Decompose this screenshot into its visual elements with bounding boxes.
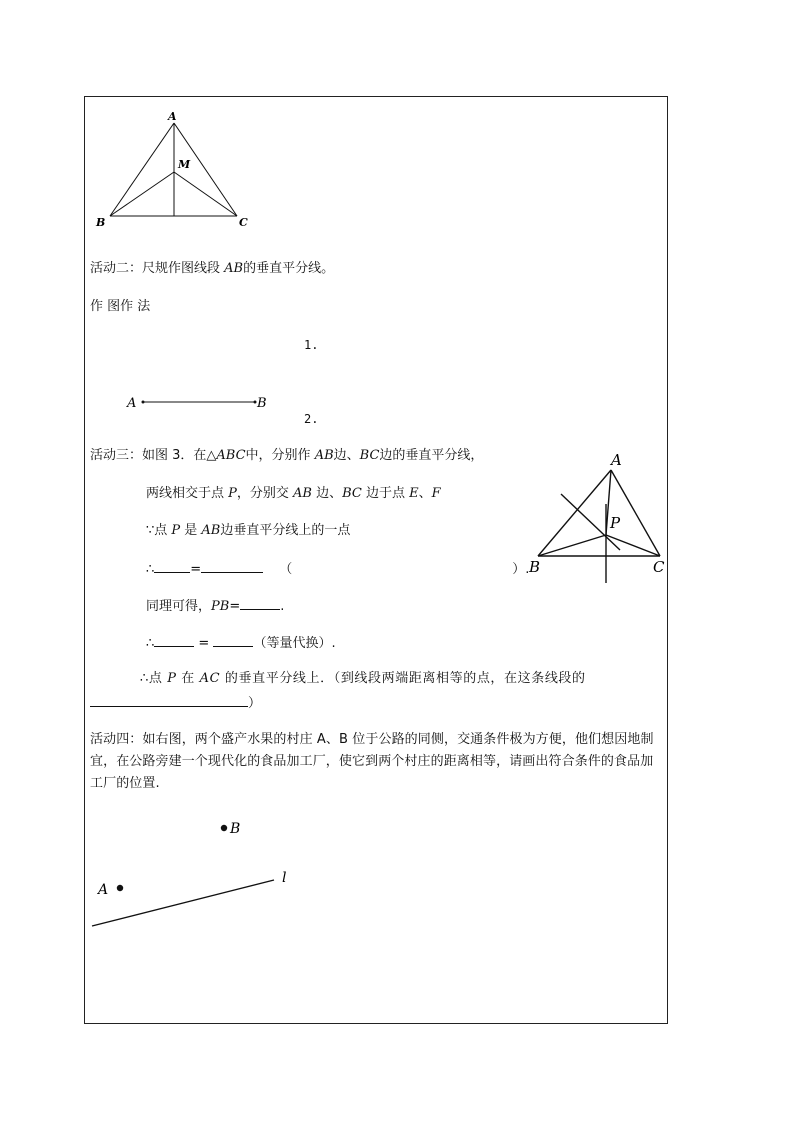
label-b: B	[230, 821, 241, 837]
activity3-line3: ∵点 P 是 AB边垂直平分线上的一点	[146, 523, 351, 538]
label-m: M	[178, 158, 191, 171]
answer-blank[interactable]	[213, 634, 253, 647]
answer-blank[interactable]	[154, 560, 190, 573]
figure-villages-road	[90, 814, 310, 934]
figure-triangle-abm	[94, 108, 264, 233]
answer-blank[interactable]	[201, 560, 263, 573]
activity2-step-2: 2.	[304, 412, 319, 426]
answer-blank[interactable]	[240, 597, 280, 610]
activity3-line2: 两线相交于点 P，分别交 AB 边、BC 边于点 E、F	[146, 486, 441, 501]
figure-triangle-abc-p	[526, 448, 672, 590]
activity3-line4: ∴ = （ ）.	[146, 562, 530, 577]
activity2-header: 作 图作 法	[90, 299, 151, 314]
answer-blank[interactable]	[90, 694, 248, 707]
figure-segment-ab	[124, 390, 274, 414]
label-c: C	[239, 216, 248, 229]
activity4-text: 活动四：如右图，两个盛产水果的村庄 A、B 位于公路的同侧，交通条件极为方便，他们想因地制宜，在公路旁建一个现代化的食品加工厂，使它到两个村庄的距离相等，请画出符合条件的食品加工厂的位置.	[90, 732, 654, 791]
label-a: A	[127, 396, 137, 411]
activity2-step-1: 1.	[304, 338, 319, 352]
label-b: B	[96, 216, 106, 229]
label-c: C	[653, 558, 665, 576]
activity3-intro: 活动三：如图 3．在△ABC中，分别作 AB边、BC边的垂直平分线，	[90, 448, 484, 463]
label-p: P	[610, 514, 621, 532]
activity3-line5: 同理可得，PB= .	[146, 599, 285, 614]
label-a: A	[98, 882, 109, 898]
label-b: B	[257, 396, 267, 411]
label-a: A	[168, 110, 177, 123]
activity2-title: 活动二：尺规作图线段 AB的垂直平分线。	[90, 261, 335, 276]
activity3-line6: ∴ = （等量代换）.	[146, 636, 336, 651]
activity3-conclusion: ∴点 P 在 AC 的垂直平分线上．（到线段两端距离相等的点，在这条线段的	[140, 671, 586, 686]
label-b: B	[529, 558, 541, 576]
label-a: A	[611, 451, 622, 469]
label-l: l	[282, 870, 287, 886]
activity3-conclusion-tail: ）	[90, 694, 261, 712]
answer-blank[interactable]	[154, 634, 194, 647]
